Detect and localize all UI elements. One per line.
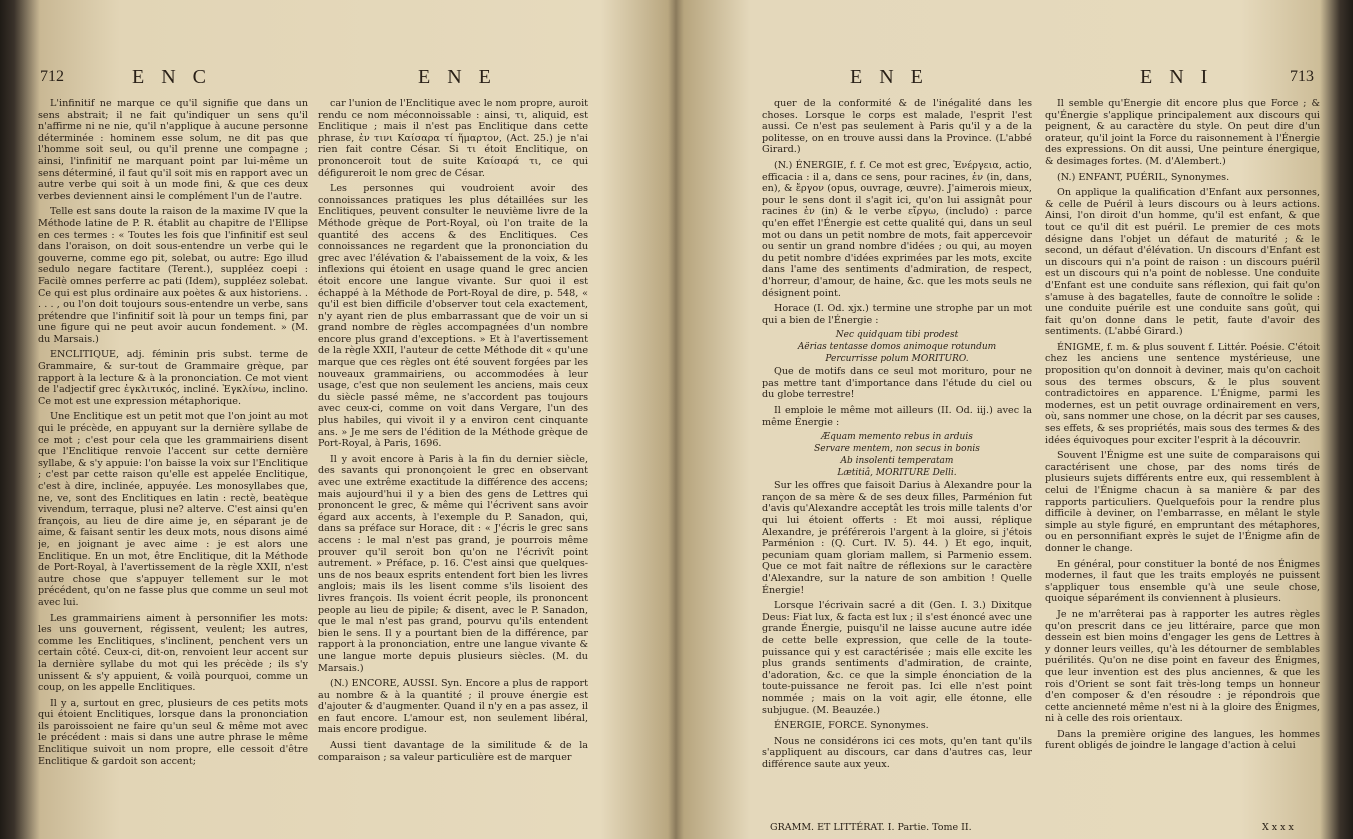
paragraph: car l'union de l'Enclitique avec le nom propre, auroit rendu ce nom méconnoissable : ainsi, τι, aliquid, est Enclitique ; mais il n'est pas Enclitique dans cette phrase, ἐν τινι Καίσαρα τί ἥμαρτον, (Act. 25.) je n'ai rien fait contre César. Si τι étoit Enclitique, on prononceroit tout de suite Καίσαρά τι, ce qui défigureroit le nom grec de César.: [318, 98, 588, 179]
paragraph: Il y a, surtout en grec, plusieurs de ces petits mots qui étoient Enclitiques, lorsque dans la prononciation ils paroissoient ne faire qu'un seul & même mot avec le précédent : mais si dans une autre phrase le même Enclitique suivoit un nom propre, elle cessoit d'être Enclitique & gardoit son accent;: [38, 697, 308, 767]
verse-line: Aërias tentasse domos animoque rotundum: [797, 342, 997, 353]
paragraph: Dans la première origine des langues, les hommes furent obligés de joindre le langage d'action à celui: [1045, 728, 1320, 752]
paragraph: Les grammairiens aiment à personnifier les mots: les uns gouvernent, régissent, veulent; les autres, comme les Enclitiques, s'inclinent, penchent vers un certain côté. Ceux-ci, dit-on, renvoient leur accent sur la dernière syllabe du mot qui les précède ; ils s'y unissent & s'y appuient, & voilà pourquoi, comme un coup, on les appelle Enclitiques.: [38, 612, 308, 694]
paragraph: L'infinitif ne marque ce qu'il signifie que dans un sens abstrait; il ne fait qu'indiquer un sens qu'il n'affirme ni ne nie, qu'il n'applique à aucune personne déterminée : hominem esse solum, ne dit pas que l'homme soit seul, ou qu'il prenne une compagne ; ainsi, l'infinitif ne marquant point par lui-même un sens déterminé, il faut qu'il soit mis en rapport avec un autre verbe qui soit à un mode fini, & que ces deux verbes deviennent ainsi le complément l'un de l'autre.: [38, 98, 308, 202]
paragraph: (N.) ÉNERGIE, f. f. Ce mot est grec, Ἐνέργεια, actio, efficacia : il a, dans ce sens, pour racines, ἐν (in, dans, en), & ἔργον (opus, ouvrage, œuvre). J'aimerois mieux, pour le sens dont il s'agit ici, qu'on lui assignât pour racines ἐν (in) & le verbe εἴργω, (includo) : parce qu'en effet l'Énergie est cette qualité qui, dans un seul mot ou dans un petit nombre de mots, fait appercevoir ou sentir un grand nombre d'idées ; ou qui, au moyen du petit nombre d'idées exprimées par les mots, excite dans l'ame des sentiments d'admiration, de respect, d'horreur, d'amour, de haine, &c. que les mots seuls ne désignent point.: [762, 159, 1032, 299]
right-page-column-2: [1045, 98, 1320, 826]
left-col1-running-head: E N C: [132, 66, 212, 88]
verse-line: Percurrisse polum MORITURO.: [825, 354, 969, 365]
page-footer-signature: GRAMM. ET LITTÉRAT. I. Partie. Tome II.: [770, 822, 972, 833]
left-folio: 712: [40, 68, 64, 85]
right-folio: 713: [1290, 68, 1314, 85]
paragraph: Horace (I. Od. xjx.) termine une strophe par un mot qui a bien de l'Énergie :: [762, 303, 1032, 326]
right-col2-running-head: E N I: [1140, 66, 1214, 88]
paragraph: Que de motifs dans ce seul mot morituro, pour ne pas mettre tant d'importance dans l'étude du ciel ou du globe terrestre!: [762, 366, 1032, 401]
paragraph: Il emploie le même mot ailleurs (II. Od. iij.) avec la même Énergie :: [762, 405, 1032, 428]
gathering-signature: X x x x: [1262, 822, 1294, 833]
paragraph: (N.) ENCORE, AUSSI. Syn. Encore a plus de rapport au nombre & à la quantité ; il prouve énergie est d'ajouter & d'augmenter. Quand il n'y en a pas assez, il en faut encore. L'amour est, non seulement libéral, mais encore prodigue.: [318, 678, 588, 736]
left-page-column-2: [318, 98, 588, 838]
paragraph: Il y avoit encore à Paris à la fin du dernier siècle, des savants qui prononçoient le grec en observant avec une extrême exactitude la différence des accens; mais aujourd'hui il y a bien des gens de Lettres qui prononcent le grec, & même qui l'écrivent sans avoir égard aux accents, à l'exemple du P. Sanadon, qui, dans sa préface sur Horace, dit : « J'écris le grec sans accens : le mal n'est pas grand, je pourrois même prouver qu'il seroit bon qu'on ne l'écrivît point autrement. » Préface, p. 16. C'est ainsi que quelques-uns de nos beaux esprits entendent fort bien les livres anglois; mais ils les lisent comme s'ils lisoient des livres françois. Ils voient écrit people, ils prononcent people au lieu de pipile; & disent, avec le P. Sanadon, que le mal n'est pas grand, pourvu qu'ils entendent bien le sens. Il y a pourtant bien de la différence, par rapport à la prononciation, entre une langue vivante & une langue morte depuis plusieurs siècles. (M. du Marsais.): [318, 453, 588, 674]
paragraph: Je ne m'arrêterai pas à rapporter les autres règles qu'on prescrit dans ce jeu littéraire, parce que mon dessein est bien moins d'engager les gens de Lettres à y donner leurs veilles, qu'à les détourner de semblables puérilités. Qu'on ne dise point en faveur des Énigmes, que leur invention est des plus anciennes, & que les rois d'Orient se sont fait très-long temps un honneur d'en composer & d'en résoudre : je répondrois que cette ancienneté même n'est ni à la gloire des Énigmes, ni à celle des rois orientaux.: [1045, 608, 1320, 725]
paragraph: Sur les offres que faisoit Darius à Alexandre pour la rançon de sa mère & de ses deux filles, Parménion fut d'avis qu'Alexandre acceptât les trois mille talents d'or qui lui étoient offerts : Et moi aussi, réplique Alexandre, je préférerois l'argent à la gloire, si j'étois Parménion : (Q. Curt. IV. 5). 44. ) Et ego, inquit, pecuniam quam gloriam mallem, si Parmenio essem. Que ce mot fait naître de réflexions sur le caractère d'Alexandre, sur la nature de son ambition ! Quelle Énergie!: [762, 480, 1032, 596]
right-page-column-1: [762, 98, 1032, 826]
paragraph: Telle est sans doute la raison de la maxime IV que la Méthode latine de P. R. établit au chapitre de l'Ellipse en ces termes : « Toutes les fois que l'infinitif est seul dans l'oraison, on doit sous-entendre un verbe qui le gouverne, comme ego pit, solebat, ou autre: Ego illud sedulo negare factitare (Terent.), suppléez coepi : Facilè omnes perferre ac pati (Idem), suppléez solebat. Ce qui est plus ordinaire aux poètes & aux historiens. . . . . , ou l'on doit toujours sous-entendre un verbe, sans prétendre que l'infinitif soit là pour un temps fini, par une figure qui ne peut avoir aucun fondement. » (M. du Marsais.): [38, 206, 308, 345]
right-col1-running-head: E N E: [850, 66, 929, 88]
verse-line: Ab insolenti temperatam: [840, 456, 954, 467]
verse-line: Servare mentem, non secus in bonis: [814, 444, 980, 455]
paragraph: En général, pour constituer la bonté de nos Énigmes modernes, il faut que les traits employés ne puissent s'appliquer tous ensemble qu'à une seule chose, quoique séparément ils conviennent à plusieurs.: [1045, 558, 1320, 605]
paragraph: On applique la qualification d'Enfant aux personnes, & celle de Puéril à leurs discours ou à leurs actions. Ainsi, l'on diroit d'un homme, qu'il est enfant, & que tout ce qu'il dit est puéril. Le premier de ces mots désigne dans l'objet un défaut de maturité ; & le second, un défaut d'élévation. Un discours d'Enfant est un discours qui n'a point de raison : un discours puéril est un discours qui n'a point de noblesse. Une conduite d'Enfant est une conduite sans réflexion, qui fait qu'on s'amuse à des bagatelles, faute de connoître le solide : une conduite puérile est une conduite sans goût, qui fait qu'on donne dans le petit, faute d'avoir des sentiments. (L'abbé Girard.): [1045, 187, 1320, 338]
paragraph: ENCLITIQUE, adj. féminin pris subst. terme de Grammaire, & sur-tout de Grammaire grèque, par rapport à la lecture & à la prononciation. Ce mot vient de l'adjectif grec ἐγκλιτικός, incliné. Ἐγκλίνω, inclino. Ce mot est une expression métaphorique.: [38, 349, 308, 407]
paragraph: (N.) ENFANT, PUÉRIL, Synonymes.: [1057, 171, 1230, 183]
paragraph: Les personnes qui voudroient avoir des connoissances pratiques les plus détaillées sur les Enclitiques, peuvent consulter le neuvième livre de la Méthode grèque de Port-Royal, où l'on traite de la quantité des accens & des Enclitiques. Ces connoissances ne regardent que la prononciation du grec avec l'élévation & l'abaissement de la voix, & les inflexions qui étoient en usage quand le grec ancien étoit encore une langue vivante. Sur quoi il est échappé à la Méthode de Port-Royal de dire, p. 548, « qu'il est bien difficile d'observer tout cela exactement, n'y ayant rien de plus embarrassant que de voir un si grand nombre de règles accompagnées d'un nombre encore plus grand d'exceptions. » Et à l'avertissement de la règle XXII, l'auteur de cette Méthode dit « qu'une marque que ces règles ont été souvent forgées par les nouveaux grammairiens, ou accommodées à leur usage, c'est que non seulement les anciens, mais ceux du siècle passé même, ne s'accordent pas toujours avec ceux-ci, comme on voit dans Vergare, l'un des plus habiles, qui vivoit il y a environ cent cinquante ans. » Je me sers de l'édition de la Méthode grèque de Port-Royal, à Paris, 1696.: [318, 183, 588, 450]
verse-line: Nec quidquam tibi prodest: [835, 330, 959, 341]
paragraph: ÉNERGIE, FORCE. Synonymes.: [774, 720, 929, 732]
paragraph: Il semble qu'Énergie dit encore plus que Force ; & qu'Énergie s'applique principalement aux discours qui peignent, & au caractère du style. On peut dire d'un orateur, qu'il joint la Force du raisonnement à l'Énergie des expressions. On dit aussi, Une peinture énergique, & desimages fortes. (M. d'Alembert.): [1045, 98, 1320, 167]
paragraph: Lorsque l'écrivain sacré a dit (Gen. I. 3.) Dixitque Deus: Fiat lux, & facta est lux ; il s'est énoncé avec une grande Énergie, puisqu'il ne laisse aucune autre idée de cette belle expression, que celle de la toute-puissance qui y est caractérisée ; mais elle excite les plus grands sentiments d'admiration, de crainte, d'adoration, &c. ce que la simple énonciation de la toute-puissance ne feroit pas. Ici elle n'est point nommée ; mais on la voit agir, elle étonne, elle subjugue. (M. Beauzée.): [762, 600, 1032, 716]
paragraph: Une Enclitique est un petit mot que l'on joint au mot qui le précède, en appuyant sur la dernière syllabe de ce mot ; c'est pour cela que les grammairiens disent que l'Enclitique renvoie l'accent sur cette dernière syllabe, & s'y appuie: l'on baisse la voix sur l'Enclitique ; c'est par cette raison qu'elle est appelée Enclitique, c'est à dire, inclinée, appuyée. Les monosyllabes que, ne, ve, sont des Enclitiques en latin : rectè, beatèque vivendum, terraque, plusi ne? alterve. C'est ainsi qu'en françois, au lieu de dire aime je, en séparant je de aime, & faisant sentir les deux mots, nous disons aimé je, en joignant je avec aime : je est alors une Enclitique. En un mot, être Enclitique, dit la Méthode de Port-Royal, à l'avertissement de la règle XXII, n'est autre chose que s'appuyer tellement sur le mot précédent, qu'on ne fasse plus que comme un seul mot avec lui.: [38, 411, 308, 608]
paragraph: Nous ne considérons ici ces mots, qu'en tant qu'ils s'appliquent au discours, car dans d'autres cas, leur différence saute aux yeux.: [762, 735, 1032, 770]
left-page-column-1: [38, 98, 308, 838]
paragraph: Souvent l'Énigme est une suite de comparaisons qui caractérisent une chose, par des noms tirés de plusieurs sujets différents entre eux, qui ressemblent à celui de l'Énigme chacun à sa manière & par des rapports particuliers. Quelquefois pour la rendre plus difficile à deviner, on l'embarrasse, en mêlant le style simple au style figuré, en empruntant des métaphores, ou en personnifiant exprès le sujet de l'Énigme afin de donner le change.: [1045, 450, 1320, 554]
paragraph: Aussi tient davantage de la similitude & de la comparaison ; sa valeur particulière est de marquer: [318, 740, 588, 763]
verse-line: Æquam memento rebus in arduis: [821, 432, 973, 443]
paragraph: quer de la conformité & de l'inégalité dans les choses. Lorsque le corps est malade, l'esprit l'est aussi. Ce n'est pas seulement à Paris qu'il y a de la politesse, on en trouve aussi dans la Province. (L'abbé Girard.): [762, 98, 1032, 156]
left-col2-running-head: E N E: [418, 66, 497, 88]
paragraph: ÉNIGME, f. m. & plus souvent f. Littér. Poésie. C'étoit chez les anciens une sentence mystérieuse, une proposition qu'on donnoit à deviner, mais qu'on cachoit sous des termes obscurs, & le plus souvent contradictoires en apparence. L'Énigme, parmi les modernes, est un petit ouvrage ordinairement en vers, où, sans nommer une chose, on la décrit par ses causes, ses effets, & ses propriétés, mais sous des termes & des idées équivoques pour exciter l'esprit à la découvrir.: [1045, 341, 1320, 446]
verse-line: Lætitiâ, MORITURE Delli.: [837, 468, 957, 479]
